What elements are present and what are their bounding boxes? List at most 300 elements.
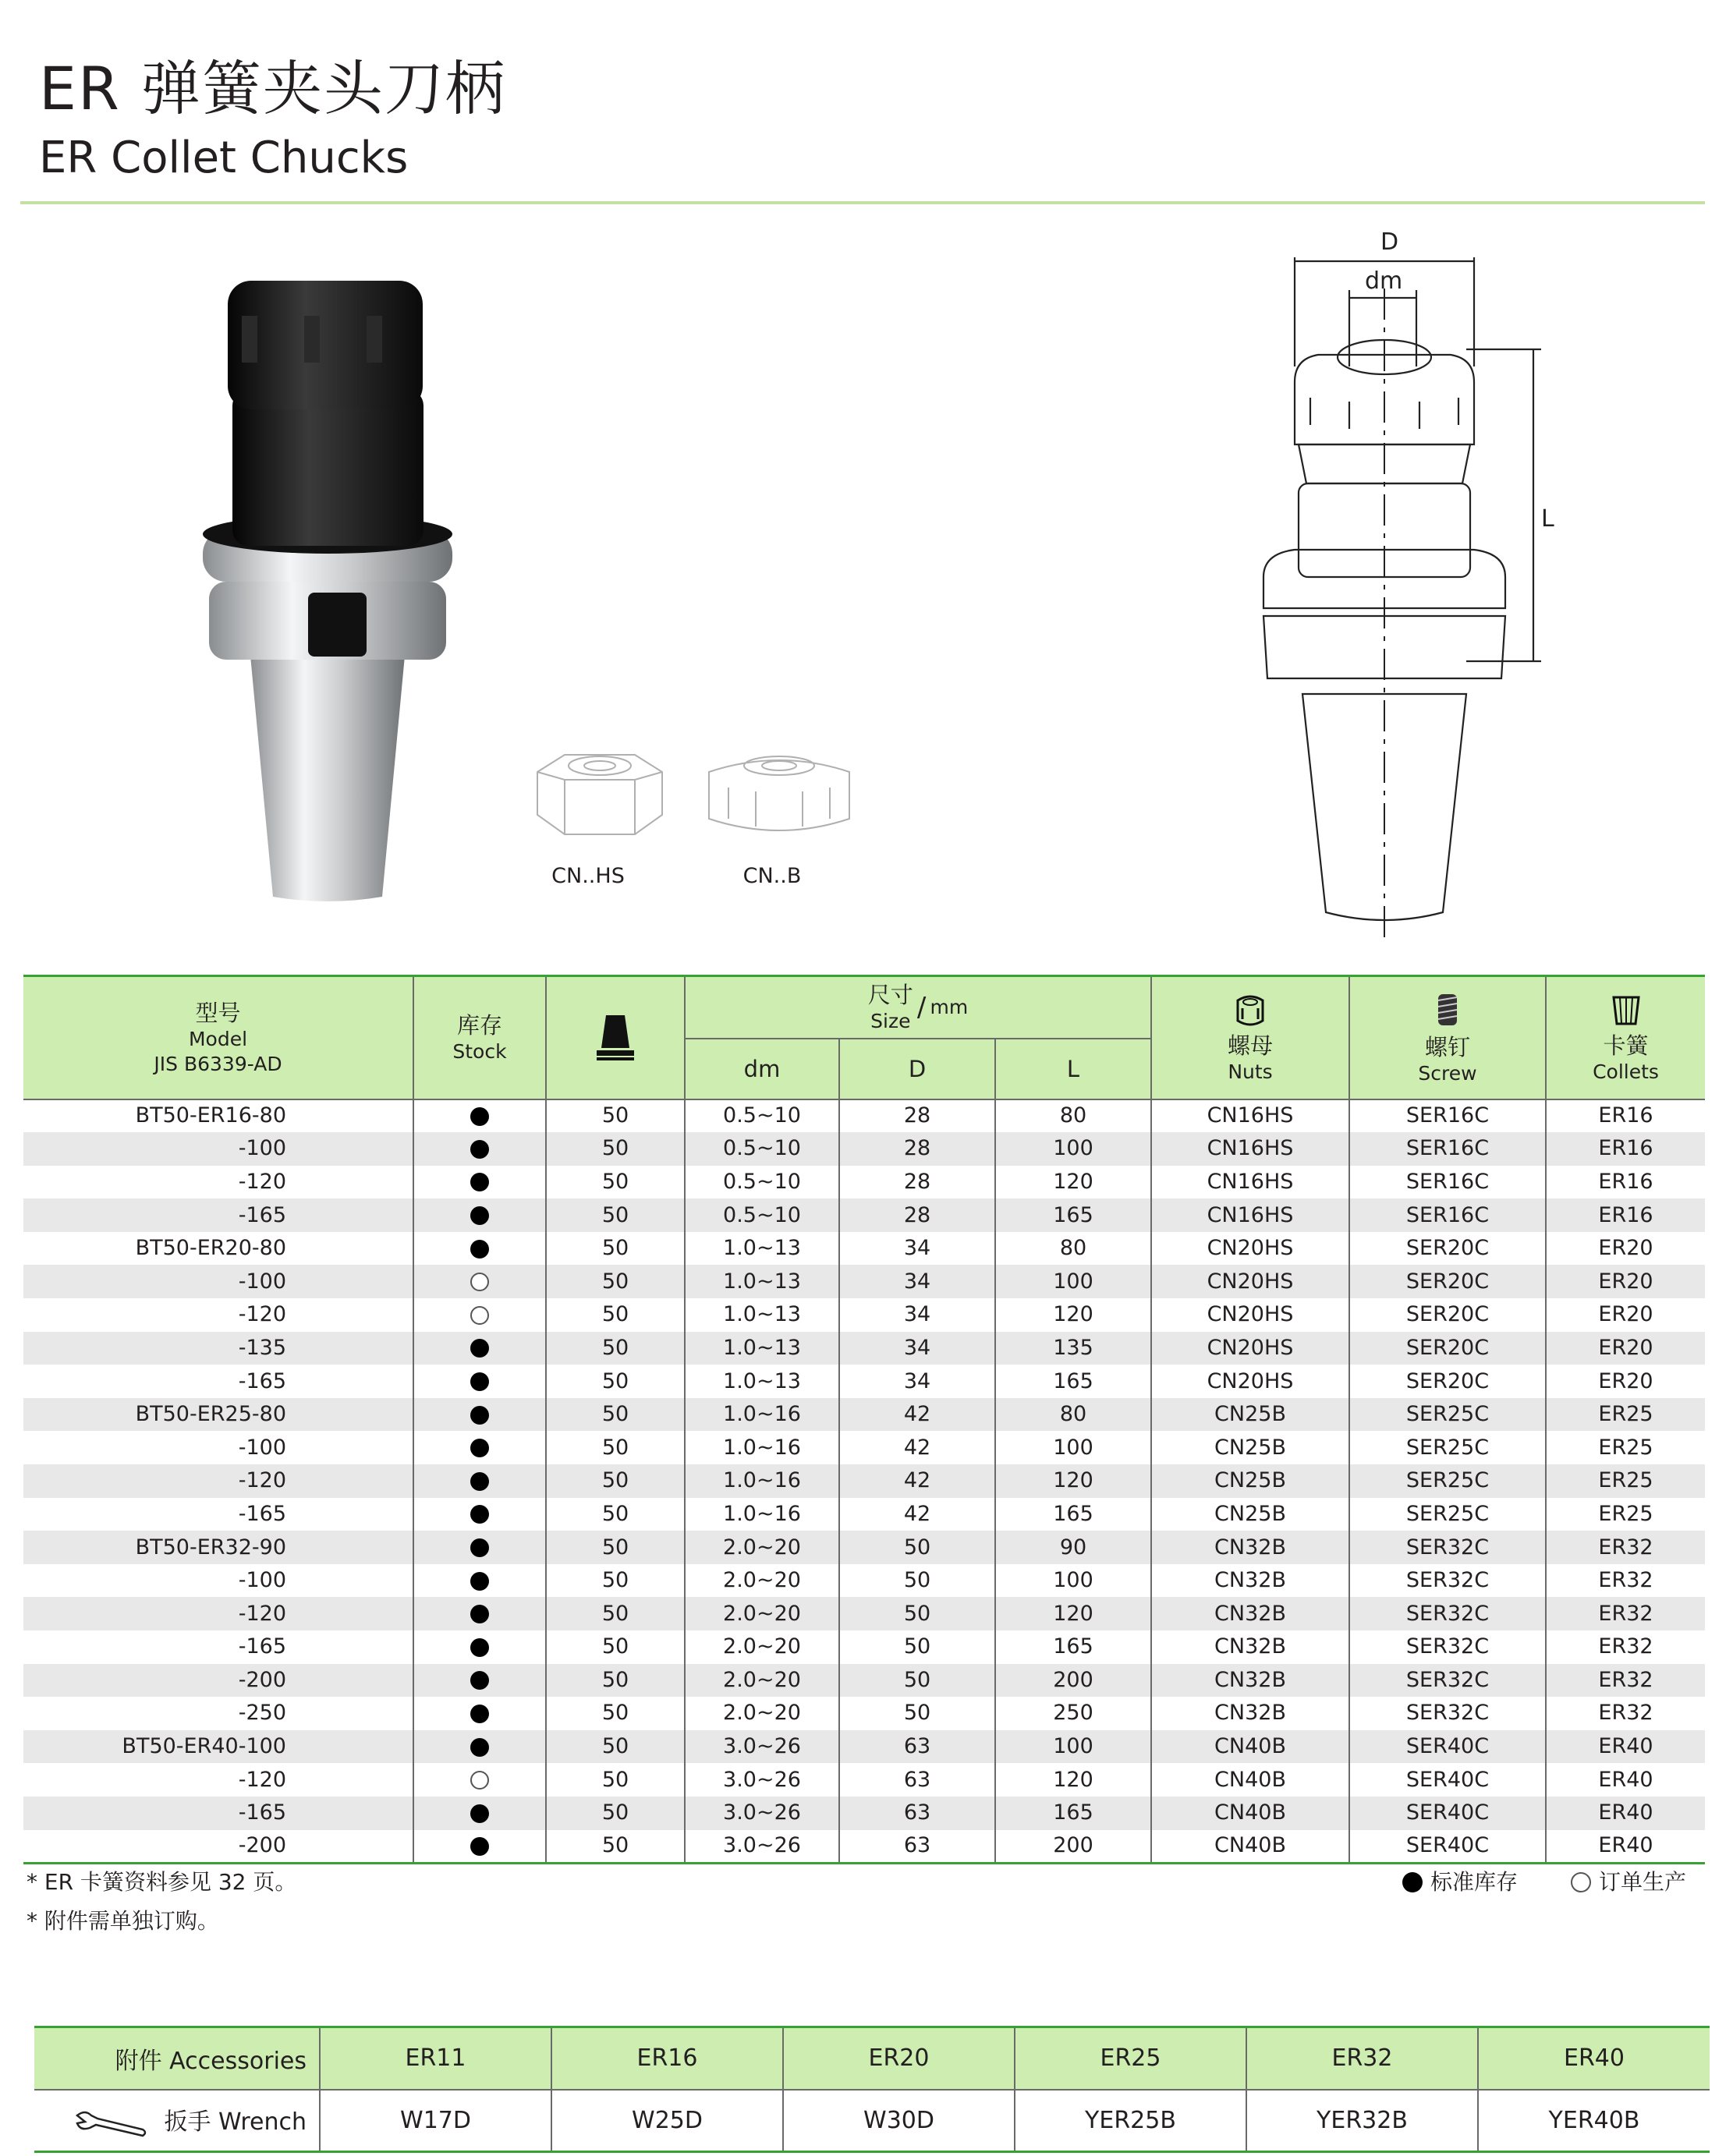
- collet-cell: ER20: [1546, 1298, 1705, 1332]
- stock-cell: [413, 1531, 546, 1564]
- nut-cell: CN32B: [1151, 1630, 1349, 1664]
- nut-cell: CN20HS: [1151, 1298, 1349, 1332]
- stock-cell: [413, 1830, 546, 1864]
- screw-cell: SER40C: [1349, 1763, 1546, 1797]
- taper-cell: 50: [546, 1797, 685, 1830]
- stock-cell: [413, 1763, 546, 1797]
- table-row: [23, 1298, 1705, 1332]
- D-cell: 34: [839, 1265, 995, 1298]
- dm-cell: 1.0~13: [685, 1332, 839, 1365]
- model-cell: -165: [238, 1634, 286, 1659]
- model-cell: -100: [23, 1132, 413, 1166]
- collet-cell: ER40: [1546, 1763, 1705, 1797]
- model-cell: BT50-ER16-80: [23, 1099, 413, 1133]
- collet-cell: ER25: [1546, 1498, 1705, 1531]
- legend-made-to-order: [1571, 1868, 1686, 1896]
- wrench-value: YER25B: [1015, 2090, 1246, 2152]
- nut-cell: CN20HS: [1151, 1365, 1349, 1398]
- collet-cell: ER40: [1546, 1730, 1705, 1764]
- dm-cell: 2.0~20: [685, 1664, 839, 1698]
- D-cell: 28: [839, 1099, 995, 1133]
- nut-icon: [1233, 991, 1267, 1028]
- filled-circle-icon: [470, 1206, 489, 1225]
- L-cell: 250: [995, 1697, 1151, 1730]
- D-cell: 50: [839, 1697, 995, 1730]
- stock-cell: [413, 1365, 546, 1398]
- model-cell: -120: [23, 1464, 413, 1498]
- D-cell: 63: [839, 1830, 995, 1864]
- filled-circle-icon: [470, 1671, 489, 1690]
- nut-cell: CN32B: [1151, 1597, 1349, 1630]
- collet-cell: ER32: [1546, 1597, 1705, 1630]
- table-row: [23, 1365, 1705, 1398]
- screw-cell: SER25C: [1349, 1398, 1546, 1432]
- accessories-table: [34, 2026, 1710, 2153]
- note-collet-reference: * ER 卡簧资料参见 32 页。: [27, 1869, 297, 1895]
- collet-cell: ER25: [1546, 1464, 1705, 1498]
- taper-cell: 50: [546, 1830, 685, 1864]
- model-cell: -100: [23, 1265, 413, 1298]
- collet-cell: ER16: [1546, 1099, 1705, 1133]
- nut-cn-b-image: [705, 749, 853, 842]
- D-cell: 34: [839, 1232, 995, 1266]
- taper-cell: 50: [546, 1298, 685, 1332]
- dm-cell: 1.0~16: [685, 1398, 839, 1432]
- taper-cell: 50: [546, 1232, 685, 1266]
- taper-cell: 50: [546, 1531, 685, 1564]
- taper-cell: 50: [546, 1431, 685, 1464]
- nut-cell: CN40B: [1151, 1830, 1349, 1864]
- open-circle-icon: [470, 1306, 489, 1325]
- L-cell: 200: [995, 1830, 1151, 1864]
- accessories-col: ER20: [783, 2027, 1015, 2090]
- stock-cell: [413, 1498, 546, 1531]
- header-model: 型号 Model JIS B6339-AD: [23, 976, 413, 1099]
- dm-cell: 0.5~10: [685, 1198, 839, 1232]
- L-cell: 120: [995, 1464, 1151, 1498]
- L-cell: 165: [995, 1498, 1151, 1531]
- note-accessories-separate: * 附件需单独订购。: [27, 1908, 219, 1934]
- filled-circle-icon: [470, 1638, 489, 1657]
- model-cell: -100: [238, 1568, 286, 1593]
- screw-cell: SER40C: [1349, 1730, 1546, 1764]
- collet-cell: ER32: [1546, 1531, 1705, 1564]
- table-row: [23, 1531, 1705, 1564]
- screw-cell: SER20C: [1349, 1232, 1546, 1266]
- dm-cell: 1.0~16: [685, 1431, 839, 1464]
- table-row: [23, 1166, 1705, 1199]
- drawing-label-dm: dm: [1365, 267, 1403, 295]
- screw-cell: SER32C: [1349, 1664, 1546, 1698]
- L-cell: 80: [995, 1398, 1151, 1432]
- dm-cell: 3.0~26: [685, 1797, 839, 1830]
- table-row: [23, 1830, 1705, 1864]
- screw-cell: SER16C: [1349, 1132, 1546, 1166]
- screw-cell: SER25C: [1349, 1431, 1546, 1464]
- dm-cell: 2.0~20: [685, 1697, 839, 1730]
- header-dm: dm: [685, 1039, 839, 1099]
- open-circle-icon: [1571, 1872, 1591, 1892]
- collet-cell: ER32: [1546, 1697, 1705, 1730]
- open-circle-icon: [470, 1771, 489, 1790]
- collet-cell: ER40: [1546, 1830, 1705, 1864]
- header-nuts: 螺母 Nuts: [1151, 976, 1349, 1099]
- taper-cell: 50: [546, 1730, 685, 1764]
- nut-cn-b-label: CN..B: [742, 864, 802, 888]
- dm-cell: 2.0~20: [685, 1630, 839, 1664]
- page-title-cn: ER 弹簧夹头刀柄: [39, 54, 506, 123]
- model-cell: -165: [23, 1198, 413, 1232]
- taper-cell: 50: [546, 1198, 685, 1232]
- table-row: [23, 1132, 1705, 1166]
- screw-cell: SER32C: [1349, 1630, 1546, 1664]
- taper-cell: 50: [546, 1099, 685, 1133]
- collet-cell: ER40: [1546, 1797, 1705, 1830]
- screw-cell: SER32C: [1349, 1697, 1546, 1730]
- taper-cell: 50: [546, 1564, 685, 1598]
- legend-order-label: 订单生产: [1599, 1869, 1687, 1895]
- screw-cell: SER32C: [1349, 1564, 1546, 1598]
- nut-cn-hs-image: [533, 749, 666, 842]
- accessories-col: ER11: [320, 2027, 551, 2090]
- model-cell: -250: [238, 1701, 286, 1726]
- model-cell: -200: [23, 1830, 413, 1864]
- dm-cell: 1.0~13: [685, 1265, 839, 1298]
- filled-circle-icon: [470, 1804, 489, 1823]
- nut-cell: CN16HS: [1151, 1132, 1349, 1166]
- collet-cell: ER20: [1546, 1332, 1705, 1365]
- stock-cell: [413, 1431, 546, 1464]
- filled-circle-icon: [470, 1173, 489, 1191]
- table-row: [23, 1431, 1705, 1464]
- model-cell: -200: [23, 1664, 413, 1698]
- accessories-col: ER25: [1015, 2027, 1246, 2090]
- taper-cell: 50: [546, 1365, 685, 1398]
- accessories-header-label: 附件 Accessories: [34, 2027, 320, 2090]
- dm-cell: 3.0~26: [685, 1830, 839, 1864]
- collet-cell: ER20: [1546, 1232, 1705, 1266]
- collet-cell: ER16: [1546, 1198, 1705, 1232]
- L-cell: 165: [995, 1797, 1151, 1830]
- filled-circle-icon: [470, 1837, 489, 1856]
- dm-cell: 3.0~26: [685, 1763, 839, 1797]
- wrench-value: YER40B: [1478, 2090, 1710, 2152]
- stock-cell: [413, 1166, 546, 1199]
- header-stock: 库存 Stock: [413, 976, 546, 1099]
- collet-cell: ER25: [1546, 1398, 1705, 1432]
- stock-cell: [413, 1630, 546, 1664]
- L-cell: 80: [995, 1232, 1151, 1266]
- filled-circle-icon: [470, 1472, 489, 1491]
- screw-cell: SER20C: [1349, 1365, 1546, 1398]
- stock-cell: [413, 1232, 546, 1266]
- model-cell: -120: [238, 1169, 286, 1194]
- screw-icon: [1430, 989, 1465, 1030]
- table-row: [23, 1265, 1705, 1298]
- L-cell: 80: [995, 1099, 1151, 1133]
- taper-cell: 50: [546, 1597, 685, 1630]
- legend-standard-stock: [1402, 1868, 1518, 1896]
- stock-cell: [413, 1797, 546, 1830]
- table-row: [23, 1498, 1705, 1531]
- accessories-col: ER16: [551, 2027, 783, 2090]
- model-cell: -165: [238, 1501, 286, 1526]
- collet-cell: ER25: [1546, 1431, 1705, 1464]
- table-row: [23, 1597, 1705, 1630]
- stock-cell: [413, 1099, 546, 1133]
- model-cell: BT50-ER32-90: [23, 1531, 413, 1564]
- title-divider: [20, 201, 1705, 204]
- filled-circle-icon: [470, 1572, 489, 1591]
- filled-circle-icon: [470, 1339, 489, 1358]
- filled-circle-icon: [1402, 1872, 1423, 1892]
- L-cell: 100: [995, 1132, 1151, 1166]
- D-cell: 63: [839, 1797, 995, 1830]
- D-cell: 42: [839, 1398, 995, 1432]
- stock-cell: [413, 1398, 546, 1432]
- taper-cell: 50: [546, 1630, 685, 1664]
- nut-cell: CN32B: [1151, 1564, 1349, 1598]
- table-row: [23, 1198, 1705, 1232]
- table-row: [23, 1664, 1705, 1698]
- taper-cell: 50: [546, 1166, 685, 1199]
- filled-circle-icon: [470, 1140, 489, 1159]
- filled-circle-icon: [470, 1372, 489, 1391]
- screw-cell: SER20C: [1349, 1298, 1546, 1332]
- collet-cell: ER32: [1546, 1630, 1705, 1664]
- model-cell: -100: [238, 1435, 286, 1460]
- screw-cell: SER25C: [1349, 1498, 1546, 1531]
- wrench-value: W17D: [320, 2090, 551, 2152]
- header-d: D: [839, 1039, 995, 1099]
- screw-cell: SER25C: [1349, 1464, 1546, 1498]
- filled-circle-icon: [470, 1406, 489, 1425]
- model-cell: BT50-ER20-80: [135, 1236, 286, 1261]
- filled-circle-icon: [470, 1505, 489, 1524]
- nut-cell: CN32B: [1151, 1664, 1349, 1698]
- collet-cell: ER16: [1546, 1132, 1705, 1166]
- nut-cell: CN32B: [1151, 1697, 1349, 1730]
- filled-circle-icon: [470, 1705, 489, 1723]
- stock-cell: [413, 1730, 546, 1764]
- stock-cell: [413, 1564, 546, 1598]
- D-cell: 50: [839, 1564, 995, 1598]
- table-row: [23, 1630, 1705, 1664]
- D-cell: 50: [839, 1597, 995, 1630]
- model-cell: -120: [238, 1767, 286, 1792]
- dm-cell: 1.0~16: [685, 1464, 839, 1498]
- L-cell: 120: [995, 1298, 1151, 1332]
- dm-cell: 1.0~16: [685, 1498, 839, 1531]
- nut-cell: CN32B: [1151, 1531, 1349, 1564]
- table-row: [23, 1797, 1705, 1830]
- taper-cell: 50: [546, 1464, 685, 1498]
- screw-cell: SER40C: [1349, 1797, 1546, 1830]
- D-cell: 28: [839, 1198, 995, 1232]
- L-cell: 100: [995, 1730, 1151, 1764]
- stock-cell: [413, 1697, 546, 1730]
- screw-cell: SER16C: [1349, 1099, 1546, 1133]
- stock-cell: [413, 1198, 546, 1232]
- L-cell: 100: [995, 1265, 1151, 1298]
- open-circle-icon: [470, 1273, 489, 1291]
- stock-cell: [413, 1597, 546, 1630]
- L-cell: 200: [995, 1664, 1151, 1698]
- model-cell: BT50-ER25-80: [23, 1398, 413, 1432]
- nut-cell: CN25B: [1151, 1464, 1349, 1498]
- stock-cell: [413, 1664, 546, 1698]
- L-cell: 100: [995, 1564, 1151, 1598]
- nut-cell: CN20HS: [1151, 1232, 1349, 1266]
- stock-cell: [413, 1464, 546, 1498]
- taper-cell: 50: [546, 1498, 685, 1531]
- D-cell: 50: [839, 1531, 995, 1564]
- D-cell: 28: [839, 1166, 995, 1199]
- dm-cell: 1.0~13: [685, 1365, 839, 1398]
- model-cell: BT50-ER40-100: [23, 1730, 413, 1764]
- wrench-icon: [74, 2108, 149, 2139]
- drawing-label-l: L: [1541, 505, 1554, 533]
- table-row: [23, 1099, 1705, 1133]
- L-cell: 90: [995, 1531, 1151, 1564]
- screw-cell: SER20C: [1349, 1332, 1546, 1365]
- nut-cell: CN16HS: [1151, 1099, 1349, 1133]
- header-l: L: [995, 1039, 1151, 1099]
- D-cell: 28: [839, 1132, 995, 1166]
- taper-cell: 50: [546, 1664, 685, 1698]
- D-cell: 34: [839, 1365, 995, 1398]
- model-cell: -165: [238, 1368, 286, 1393]
- D-cell: 34: [839, 1332, 995, 1365]
- L-cell: 120: [995, 1166, 1151, 1199]
- L-cell: 165: [995, 1630, 1151, 1664]
- nut-cn-hs-label: CN..HS: [551, 864, 625, 888]
- page-title-en: ER Collet Chucks: [39, 133, 409, 183]
- drawing-label-d: D: [1380, 228, 1399, 256]
- filled-circle-icon: [470, 1538, 489, 1557]
- L-cell: 120: [995, 1597, 1151, 1630]
- nut-cell: CN40B: [1151, 1763, 1349, 1797]
- collet-cell: ER20: [1546, 1265, 1705, 1298]
- model-cell: -120: [23, 1597, 413, 1630]
- taper-cell: 50: [546, 1265, 685, 1298]
- header-taper: [546, 976, 685, 1099]
- taper-cell: 50: [546, 1398, 685, 1432]
- D-cell: 50: [839, 1664, 995, 1698]
- filled-circle-icon: [470, 1738, 489, 1757]
- model-cell: -165: [23, 1797, 413, 1830]
- nut-cell: CN40B: [1151, 1730, 1349, 1764]
- dm-cell: 1.0~13: [685, 1232, 839, 1266]
- accessories-col: ER32: [1246, 2027, 1478, 2090]
- collet-cell: ER32: [1546, 1564, 1705, 1598]
- L-cell: 100: [995, 1431, 1151, 1464]
- D-cell: 42: [839, 1431, 995, 1464]
- filled-circle-icon: [470, 1439, 489, 1457]
- collet-icon: [1609, 991, 1643, 1028]
- nut-cell: CN25B: [1151, 1398, 1349, 1432]
- dm-cell: 2.0~20: [685, 1564, 839, 1598]
- L-cell: 135: [995, 1332, 1151, 1365]
- nut-cell: CN25B: [1151, 1498, 1349, 1531]
- nut-cell: CN40B: [1151, 1797, 1349, 1830]
- L-cell: 120: [995, 1763, 1151, 1797]
- dm-cell: 1.0~13: [685, 1298, 839, 1332]
- nut-cell: CN20HS: [1151, 1332, 1349, 1365]
- L-cell: 165: [995, 1365, 1151, 1398]
- technical-drawing: [1232, 226, 1560, 959]
- screw-cell: SER32C: [1349, 1531, 1546, 1564]
- table-row: [23, 1697, 1705, 1730]
- table-row: [23, 1730, 1705, 1764]
- taper-cell: 50: [546, 1132, 685, 1166]
- taper-cell: 50: [546, 1332, 685, 1365]
- D-cell: 63: [839, 1763, 995, 1797]
- screw-cell: SER32C: [1349, 1597, 1546, 1630]
- wrench-value: YER32B: [1246, 2090, 1478, 2152]
- dm-cell: 0.5~10: [685, 1166, 839, 1199]
- table-row: [23, 1332, 1705, 1365]
- taper-icon: [592, 1009, 639, 1064]
- collet-chuck-photo: [187, 273, 468, 905]
- wrench-value: W30D: [783, 2090, 1015, 2152]
- stock-cell: [413, 1265, 546, 1298]
- D-cell: 63: [839, 1730, 995, 1764]
- D-cell: 50: [839, 1630, 995, 1664]
- screw-cell: SER20C: [1349, 1265, 1546, 1298]
- nut-cell: CN25B: [1151, 1431, 1349, 1464]
- wrench-row-label: 扳手 Wrench: [34, 2090, 320, 2152]
- stock-cell: [413, 1132, 546, 1166]
- collet-cell: ER20: [1546, 1365, 1705, 1398]
- screw-cell: SER16C: [1349, 1198, 1546, 1232]
- table-row: [23, 1398, 1705, 1432]
- nut-cell: CN16HS: [1151, 1166, 1349, 1199]
- L-cell: 165: [995, 1198, 1151, 1232]
- screw-cell: SER16C: [1349, 1166, 1546, 1199]
- stock-cell: [413, 1298, 546, 1332]
- table-row: [23, 1564, 1705, 1598]
- table-row: [23, 1763, 1705, 1797]
- nut-cell: CN20HS: [1151, 1265, 1349, 1298]
- screw-cell: SER40C: [1349, 1830, 1546, 1864]
- header-collets: 卡簧 Collets: [1546, 976, 1705, 1099]
- filled-circle-icon: [470, 1107, 489, 1126]
- dm-cell: 2.0~20: [685, 1597, 839, 1630]
- taper-cell: 50: [546, 1763, 685, 1797]
- table-row: [23, 1464, 1705, 1498]
- filled-circle-icon: [470, 1240, 489, 1259]
- taper-cell: 50: [546, 1697, 685, 1730]
- specification-table: [23, 975, 1705, 1864]
- table-row: [23, 1232, 1705, 1266]
- model-cell: -135: [23, 1332, 413, 1365]
- D-cell: 34: [839, 1298, 995, 1332]
- model-cell: -120: [238, 1302, 286, 1327]
- D-cell: 42: [839, 1464, 995, 1498]
- accessories-col: ER40: [1478, 2027, 1710, 2090]
- collet-cell: ER32: [1546, 1664, 1705, 1698]
- D-cell: 42: [839, 1498, 995, 1531]
- nut-cell: CN16HS: [1151, 1198, 1349, 1232]
- header-screw: 螺钉 Screw: [1349, 976, 1546, 1099]
- collet-cell: ER16: [1546, 1166, 1705, 1199]
- legend-standard-label: 标准库存: [1430, 1869, 1519, 1895]
- dm-cell: 0.5~10: [685, 1132, 839, 1166]
- header-size: 尺寸 Size / mm: [685, 976, 1151, 1039]
- filled-circle-icon: [470, 1605, 489, 1623]
- dm-cell: 0.5~10: [685, 1099, 839, 1133]
